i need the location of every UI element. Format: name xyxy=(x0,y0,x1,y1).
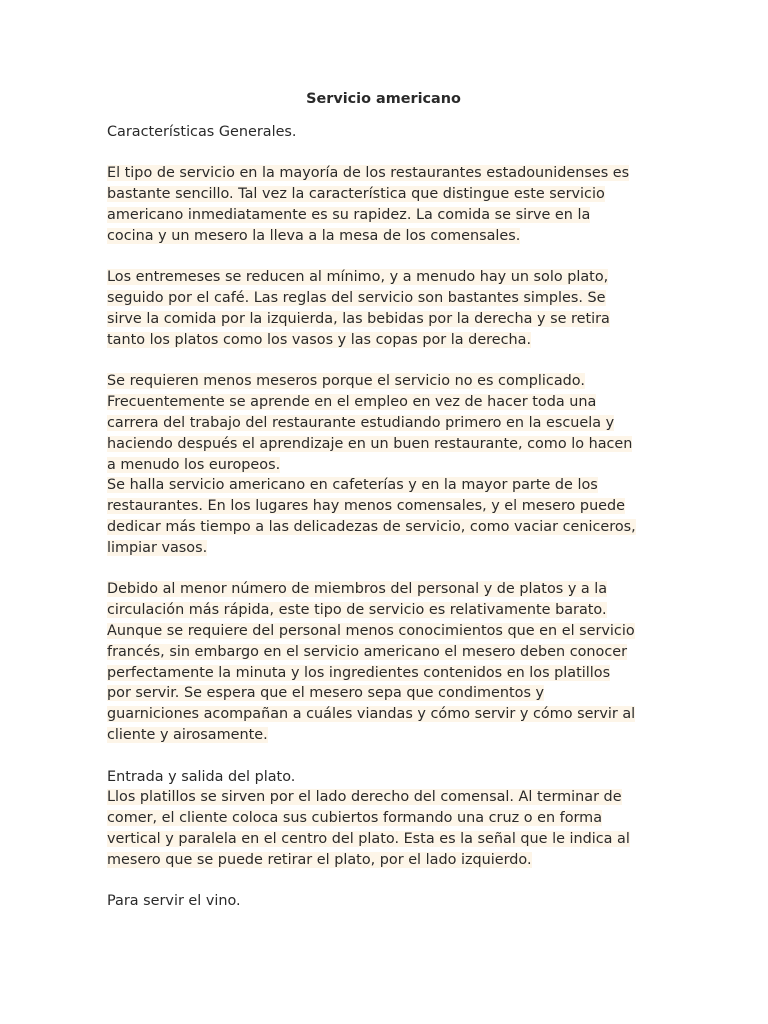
text-line: Se halla servicio americano en cafeterías y en la mayor parte de los xyxy=(107,477,598,494)
text-line: Características Generales. xyxy=(107,123,297,140)
text-line: comer, el cliente coloca sus cubiertos formando una cruz o en forma xyxy=(107,810,603,827)
text-line: cocina y un mesero la lleva a la mesa de los comensales. xyxy=(107,227,521,244)
text-line: tanto los platos como los vasos y las copas por la derecha. xyxy=(107,331,532,348)
paragraph-4 xyxy=(107,579,668,745)
text-line: americano inmediatamente es su rapidez. La comida se sirve en la xyxy=(107,206,591,223)
text-line: circulación más rápida, este tipo de servicio es relativamente barato. xyxy=(107,602,607,619)
text-line: haciendo después el aprendizaje en un buen restaurante, como lo hacen xyxy=(107,435,633,452)
text-line: Para servir el vino. xyxy=(107,893,241,910)
document-title: Servicio americano xyxy=(306,91,461,107)
paragraph-5 xyxy=(107,767,668,871)
paragraph-3 xyxy=(107,371,668,558)
paragraph-2 xyxy=(107,267,668,350)
text-line: carrera del trabajo del restaurante estudiando primero en la escuela y xyxy=(107,414,615,431)
text-line: perfectamente la minuta y los ingredientes contenidos en los platillos xyxy=(107,664,611,681)
text-line: guarniciones acompañan a cuáles viandas y cómo servir y cómo servir al xyxy=(107,706,636,723)
text-line: sirve la comida por la izquierda, las bebidas por la derecha y se retira xyxy=(107,310,610,327)
paragraph-1 xyxy=(107,163,668,246)
text-line: Llos platillos se sirven por el lado derecho del comensal. Al terminar de xyxy=(107,789,622,806)
text-line: vertical y paralela en el centro del plato. Esta es la señal que le indica al xyxy=(107,830,630,847)
text-line: El tipo de servicio en la mayoría de los restaurantes estadounidenses es xyxy=(107,165,630,182)
text-line: restaurantes. En los lugares hay menos comensales, y el mesero puede xyxy=(107,498,626,515)
text-line: Frecuentemente se aprende en el empleo en vez de hacer toda una xyxy=(107,394,597,411)
paragraph-6 xyxy=(107,891,668,912)
text-line: Entrada y salida del plato. xyxy=(107,768,296,785)
text-line: limpiar vasos. xyxy=(107,539,208,556)
text-line: mesero que se puede retirar el plato, por el lado izquierdo. xyxy=(107,851,532,868)
text-line: Los entremeses se reducen al mínimo, y a menudo hay un solo plato, xyxy=(107,269,609,286)
text-line: Se requieren menos meseros porque el servicio no es complicado. xyxy=(107,373,585,390)
text-line: por servir. Se espera que el mesero sepa que condimentos y xyxy=(107,685,545,702)
heading-general xyxy=(107,122,668,143)
text-line: bastante sencillo. Tal vez la característica que distingue este servicio xyxy=(107,186,605,203)
text-line: dedicar más tiempo a las delicadezas de servicio, como vaciar ceniceros, xyxy=(107,518,636,535)
text-line: a menudo los europeos. xyxy=(107,456,281,473)
text-line: Aunque se requiere del personal menos conocimientos que en el servicio xyxy=(107,622,635,639)
text-line: francés, sin embargo en el servicio americano el mesero deben conocer xyxy=(107,643,628,660)
text-line: seguido por el café. Las reglas del servicio son bastantes simples. Se xyxy=(107,290,606,307)
text-line: Debido al menor número de miembros del personal y de platos y a la xyxy=(107,581,608,598)
text-line: cliente y airosamente. xyxy=(107,726,268,743)
